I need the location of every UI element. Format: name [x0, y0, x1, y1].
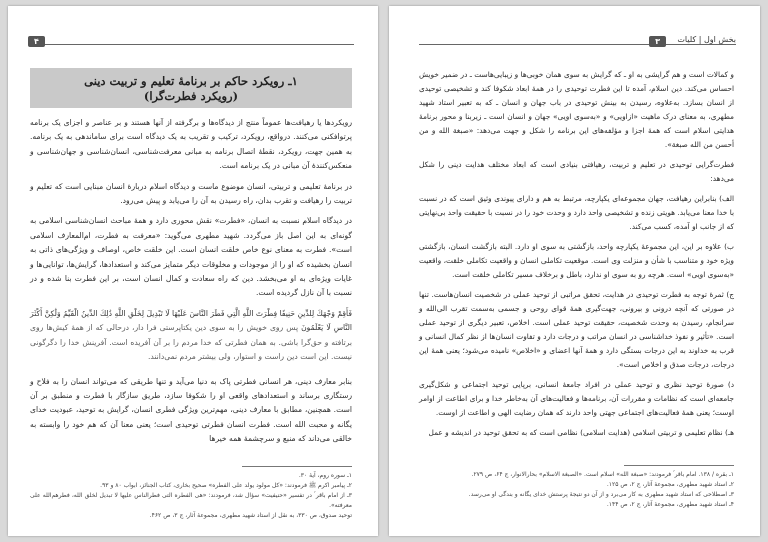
paragraph: بنابر معارف دینی، هر انسانی فطرتی پاک به دنیا می‌آید و تنها طریقی که می‌تواند انسان را به فلاح و رستگاری برساند و استعدادهای واقعی او را شکوفا سازد، طریق سازگار با فطرت و منطبق بر آن است. همچنین، مطابق با معارف دینی، مهم‌ترین ویژگی فطری انسان، گرایش به توحید، عبودیت خدای یگانه و محبت الله است. فطرت انسان فطرتی توحیدی است؛ یعنی معنا آن که هم خود را وابسته به خالقی می‌داند که منبع و سرچشمهٔ همه خیرها	[30, 376, 352, 444]
footnote: ۳ـ از امام باقر ؑ در تفسیر «حنیفیت» سؤال شد، فرمودند: «هی الفطره التی فطرالناس علیها لا تبدیل لخلق الله، فطرهم‌الله علی معرفته».	[30, 492, 352, 509]
section-heading	[30, 68, 352, 108]
footnote: ۴ـ استاد شهید مطهری، مجموعهٔ آثار، ج ۲، ص ۱۴۴.	[606, 501, 734, 508]
paragraph: ب) علاوه بر این، این مجموعهٔ یکپارچه واحد، بازگشتی به سوی او دارد. البته بازگشت انسان، بازگشتی ویژه خود و متناسب با شأن و منزلت وی است. موقعیت تکاملی انسان و واقعیت تکاملی خلقت، واقعیت «به‌سوی اویی» است. هرچه رو به سوی او ندارد، باطل و برخلاف مسیر تکاملی خلقت است.	[419, 242, 734, 279]
paragraph: فطرت‌گرایی توحیدی در تعلیم و تربیت، رهیافتی بنیادی است که ابعاد مختلف هدایت دینی را شکل می‌دهد:	[419, 160, 734, 183]
footnote: ۲ـ پیامبر اکرم ﷺ فرمودند: «کل مولود یولد علی الفطره» صحیح بخاری، کتاب الجنائز، ابواب ۸۰ و ۹۳.	[100, 482, 352, 489]
heading-title: ۱ـ رویکرد حاکم بر برنامۀ تعلیم و تربیت دینی	[84, 74, 298, 88]
footnotes	[30, 464, 352, 521]
running-header: بخش اول | کلیات	[673, 35, 736, 44]
page-content	[30, 68, 352, 453]
quran-quote	[30, 307, 352, 365]
footnote: ۳ـ اصطلاحی که استاد شهید مطهری به کار می‌برد و از آن دو نتیجهٔ پرستش خدای یگانه و بندگی او می‌رسد.	[468, 491, 734, 498]
paragraph: هـ) نظام تعلیمی و تربیتی اسلامی (هدایت اسلامی) نظامی است که به تحقق توحید در اندیشه و عمل	[428, 428, 734, 437]
header-rule	[419, 35, 736, 61]
footnotes	[419, 463, 734, 510]
paragraph: رویکردها یا رهیافت‌ها عموماً منتج از دیدگاه‌ها و برگرفته از آنها هستند و بر عناصر و اجزای یک برنامه پرتوافکنی می‌کنند. درواقع، رویکرد، ترکیب و تقریب به یک دیدگاه است برای ساماندهی به یک برنامه. به همین جهت، رویکرد، نقطهٔ اتصال برنامه به مبانی معرفت‌شناسی، انسان‌شناسی و جهان‌شناسی و منعکس‌کنندهٔ آن مبانی در یک برنامه است.	[30, 118, 352, 171]
paragraph: و کمالات است و هم گرایشی به او ـ که گرایش به سوی همان خوبی‌ها و زیبایی‌هاست ـ در ضمیر خویش احساس می‌کند. دین اسلام، آمده تا این فطرت توحیدی را در همهٔ ابعاد شکوفا کند و تشخیصی توحیدی از انسان بسازد. به‌علاوه، رسیدن به بینش توحیدی در باب جهان و انسان ـ که به تعبیر استاد شهید مطهری، به معنای درک ماهیت «ازاویی» و «به‌سوی اویی» جهان و انسان است ـ زیربنا و محور برنامهٔ هدایتی اسلام است که همهٔ اجزا و مؤلفه‌های این برنامه را شکل و جهت می‌دهد: «صبغة الله و من أحسن من الله صبغة».	[419, 70, 734, 149]
page-number: ۳	[649, 36, 666, 47]
paragraph: در دیدگاه اسلام نسبت به انسان، «فطرت» نقش محوری دارد و همهٔ مباحث انسان‌شناسی اسلامی به گونه‌ای به این اصل باز می‌گردد. شهید مطهری می‌گوید: «معرفت به فطرت، ام‌المعارف اسلامی است». فطرت به معنای نوع خاص خلقت انسان است. این خلقت خاص، اوصاف و ویژگی‌های ذاتی به انسان بخشیده که او را از موجودات و مخلوقات دیگر متمایز می‌کند و استعدادها، گرایش‌ها، توانایی‌ها و غایات ویژه‌ای به او می‌بخشد. دین که راه سعادت و کمال انسان است، بر این فطرت بنا شده و در نسبت با آن نازل گردیده است.	[30, 216, 352, 298]
left-page	[8, 6, 378, 536]
footnote: توحید صدوق، ص ۳۳۰، به نقل از استاد شهید مطهری، مجموعهٔ آثار، ج ۳، ص ۴۶۲.	[149, 512, 352, 519]
paragraph: در برنامهٔ تعلیمی و تربیتی، انسان موضوع ماست و دیدگاه اسلام دربارهٔ انسان مبنایی است که تعلیم و تربیت را رهیافت و تقرب بدان، راه رسیدن به آن را می‌یابد و پیش می‌رود.	[30, 181, 352, 206]
page-number: ۴	[28, 36, 45, 47]
paragraph: الف) بنابراین رهیافت، جهان مجموعه‌ای یکپارچه، مرتبط به هم و دارای پیوندی وثیق است که در نسبت با خدا معنا می‌یابد. هویتی زنده و تشخیصی واحد دارد و وحدت خود را در نسبت با حقیقت واحد بی‌نهایتی که از جانب او آمده، کسب می‌کند.	[419, 194, 734, 231]
paragraph: د) صورهٔ توحید نظری و توحید عملی در افراد جامعهٔ انسانی، برپایی توحید اجتماعی و شکل‌گیری جامعه‌ای است که نظامات و مقررات آن، برنامه‌ها و فعالیت‌های آن به‌خاطر خدا و برای اطاعت از اوامر اوست؛ یعنی همهٔ فعالیت‌های اجتماعی جهتی واحد دارند که همان رضایت الهی و اطاعت از اوست.	[419, 380, 734, 417]
footnote-divider	[242, 466, 352, 467]
footnote-divider	[624, 465, 734, 466]
footnote: ۱ـ سوره روم، آیهٔ ۳۰.	[298, 472, 352, 479]
paragraph: ج) ثمرهٔ توجه به فطرت توحیدی در هدایت، تحقق مراتبی از توحید عملی در شخصیت انسان‌هاست. تنها در صورتی که آنچه درونی و بیرونی، جهت‌گیری همهٔ قوای روحی و جسمی به‌سمت تقرب الی‌الله و سرانجام، رسیدن به وحدت شخصیت، حقیقت توحید عملی است. اخلاص، تعبیر دیگری از توحید عملی است. «تأثیر و نفوذ خداشناسی در انسان مراتب و درجات دارد و تفاوت انسان‌ها از نظر کمال انسانی و قرب به خداوند به این درجات بستگی دارد و همهٔ آنها اعضای و «اخلاص» نامیده می‌شود؛ یعنی همهٔ این درجات، درجات صدق و اخلاص است».	[419, 290, 734, 369]
quote-arabic: فَأَقِمْ وَجْهَكَ لِلدِّينِ حَنِيفًا فِطْرَتَ اللَّهِ الَّتِي فَطَرَ النَّاسَ عَلَيْهَا لَا تَبْدِيلَ لِخَلْقِ اللَّهِ ذَٰلِكَ الدِّينُ الْقَيِّمُ وَلَٰكِنَّ أَكْثَرَ النَّاسِ لَا يَعْلَمُونَ	[30, 308, 352, 333]
header-rule	[28, 37, 354, 61]
footnote: ۲ـ استاد شهید مطهری، مجموعهٔ آثار، ج ۲، ص ۱۲۵.	[606, 481, 734, 488]
right-page	[389, 6, 760, 536]
footnote: ۱ـ بقره / ۱۳۸. امام باقر ؑ فرمودند: «صبغة الله» اسلام است. «الصبغة الاسلام» بحارالانوار، ج ۶۴، ص ۲۷۹.	[471, 471, 734, 478]
page-content	[419, 68, 734, 446]
heading-subtitle: (رویکرد فطرت‌گرا)	[143, 89, 239, 103]
quote-translation: پس روی خویش را به سوی دین یکتاپرستی فرا دار، درحالی که از همهٔ کیش‌ها روی برتافته و حق‌گرا باشی. به همان فطرتی که خدا مردم را بر آن آفریده است. آفرینش خدا را دگرگونی نیست. این است دین راست و استوار، ولی بیشتر مردم نمی‌دانند.	[30, 323, 352, 362]
